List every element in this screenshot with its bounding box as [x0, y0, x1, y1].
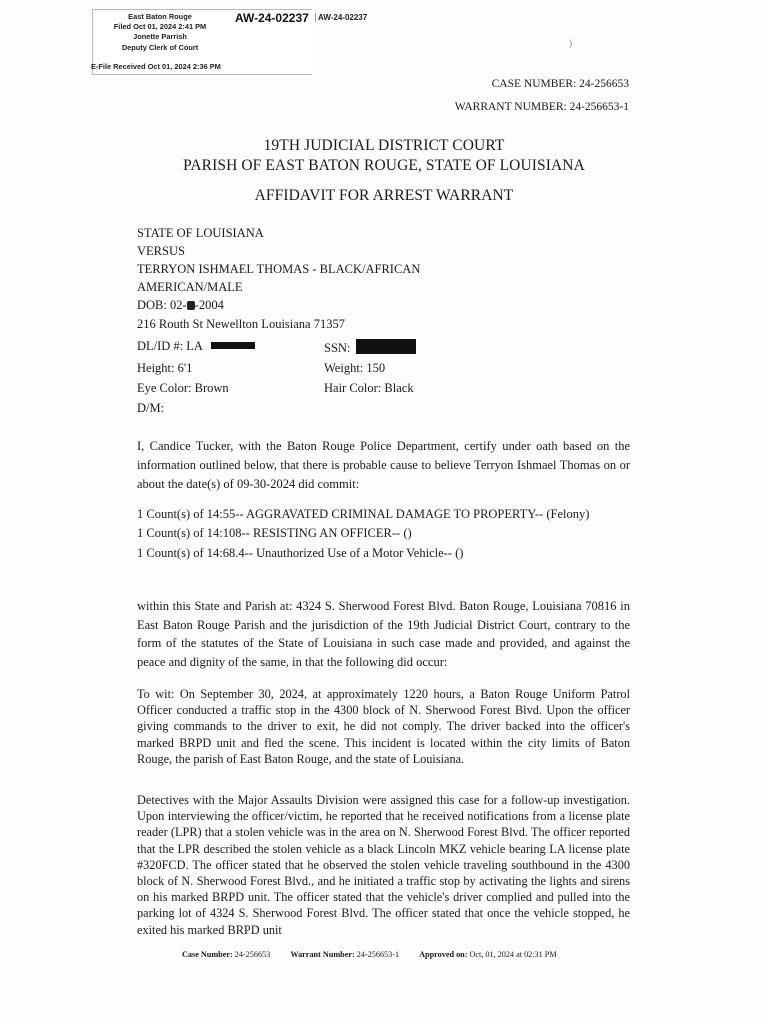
- investigation-paragraph: Detectives with the Major Assaults Division were assigned this case for a follow-up investigation. Upon interviewing the officer/victim, he reported that he received notifications from a license plate reader (LPR) that a stolen vehicle was in the area on N. Sherwood Forest Blvd. The officer reported that the LPR described the stolen vehicle as a black Lincoln MKZ vehicle bearing LA license plate #320FCD. The officer stated that he observed the stolen vehicle traveling southbound in the 4300 block of N. Sherwood Forest Blvd., and he initiated a traffic stop by activating the lights and sirens on his marked BRPD unit. The officer stated that the vehicle's driver complied and pulled into the parking lot of 4324 S. Sherwood Forest Blvd. The officer stated that once the vehicle stopped, he exited his marked BRPD unit: [137, 793, 630, 937]
- to-wit-paragraph: To wit: On September 30, 2024, at approximately 1220 hours, a Baton Rouge Uniform Patrol Officer conducted a traffic stop in the 4300 block of N. Sherwood Forest Blvd. Upon the officer giving commands to the driver to exit, he did not comply. The driver backed into the officer's marked BRPD unit and fled the scene. This incident is located within the city limits of Baton Rouge, the parish of East Baton Rouge, and the state of Louisiana.: [137, 687, 630, 766]
- footer-case-value: 24-256653: [234, 950, 271, 959]
- certification-paragraph: I, Candice Tucker, with the Baton Rouge Police Department, certify under oath based on the information outlined below, that there is probable cause to believe Terryon Ishmael Thomas on or about the date(s) of 09-30-2024 did commit:: [137, 439, 630, 491]
- stamp-efile-received: E-File Received Oct 01, 2024 2:36 PM: [91, 62, 221, 71]
- footer-case-label: Case Number:: [182, 950, 233, 959]
- weight-line: Weight: 150: [324, 361, 386, 375]
- footer-warrant-value: 24-256653-1: [356, 950, 400, 959]
- versus-line: VERSUS: [137, 244, 185, 258]
- stamp-warrant-id-small: AW-24-02237: [315, 13, 367, 22]
- parish-heading: PARISH OF EAST BATON ROUGE, STATE OF LOUISIANA: [183, 157, 585, 174]
- footer-approved-value: Oct, 01, 2024 at 02:31 PM: [469, 950, 557, 959]
- defendant-name: TERRYON ISHMAEL THOMAS - BLACK/AFRICAN: [137, 262, 421, 276]
- dm-line: D/M:: [137, 401, 165, 415]
- charge-item: 1 Count(s) of 14:108-- RESISTING AN OFFICER-- (): [137, 526, 412, 540]
- ssn-line: [324, 339, 416, 356]
- dlid-line: [137, 339, 255, 354]
- height-line: Height: 6'1: [137, 361, 193, 375]
- stamp-parish: East Baton Rouge: [128, 12, 192, 21]
- stamp-clerk-name: Jonette Parrish: [133, 32, 187, 42]
- document-title: AFFIDAVIT FOR ARREST WARRANT: [254, 187, 514, 204]
- defendant-race: AMERICAN/MALE: [137, 280, 243, 294]
- jurisdiction-paragraph: within this State and Parish at: 4324 S. Sherwood Forest Blvd. Baton Rouge, Louisiana 70816 in East Baton Rouge Parish and the jurisdiction of the 19th Judicial District Court, contrary to the form of the statutes of the State of Louisiana in such case made and provided, and against the peace and dignity of the same, in that the following did occur:: [137, 599, 630, 669]
- scan-speck: ): [569, 38, 572, 48]
- address-line: 216 Routh St Newellton Louisiana 71357: [137, 317, 345, 331]
- hair-color-line: Hair Color: Black: [324, 381, 414, 395]
- footer-approved-label: Approved on:: [419, 950, 468, 959]
- eye-color-line: Eye Color: Brown: [137, 381, 229, 395]
- charge-item: 1 Count(s) of 14:55-- AGGRAVATED CRIMINAL DAMAGE TO PROPERTY-- (Felony): [137, 507, 590, 521]
- dlid-redaction: [211, 342, 255, 349]
- page-footer: [182, 950, 557, 959]
- dob-redaction: [187, 301, 195, 310]
- dob-line: [137, 298, 224, 313]
- footer-warrant-label: Warrant Number:: [290, 950, 355, 959]
- stamp-text: [93, 12, 227, 53]
- dob-suffix: -2004: [194, 298, 224, 312]
- charge-item: 1 Count(s) of 14:68.4-- Unauthorized Use of a Motor Vehicle-- (): [137, 546, 464, 560]
- state-line: STATE OF LOUISIANA: [137, 226, 264, 240]
- filing-stamp: [91, 9, 368, 75]
- stamp-filed-date: Filed Oct 01, 2024 2:41 PM: [113, 22, 207, 32]
- dob-prefix: DOB: 02-: [137, 298, 187, 312]
- ssn-label: SSN:: [324, 341, 351, 355]
- court-heading: 19TH JUDICIAL DISTRICT COURT: [263, 137, 505, 154]
- dlid-label: DL/ID #: LA: [137, 339, 203, 353]
- stamp-clerk-title: Deputy Clerk of Court: [121, 42, 199, 52]
- warrant-number: WARRANT NUMBER: 24-256653-1: [454, 101, 629, 113]
- stamp-warrant-id: AW-24-02237: [235, 11, 309, 25]
- ssn-redaction: [356, 339, 416, 354]
- case-number: CASE NUMBER: 24-256653: [491, 78, 629, 90]
